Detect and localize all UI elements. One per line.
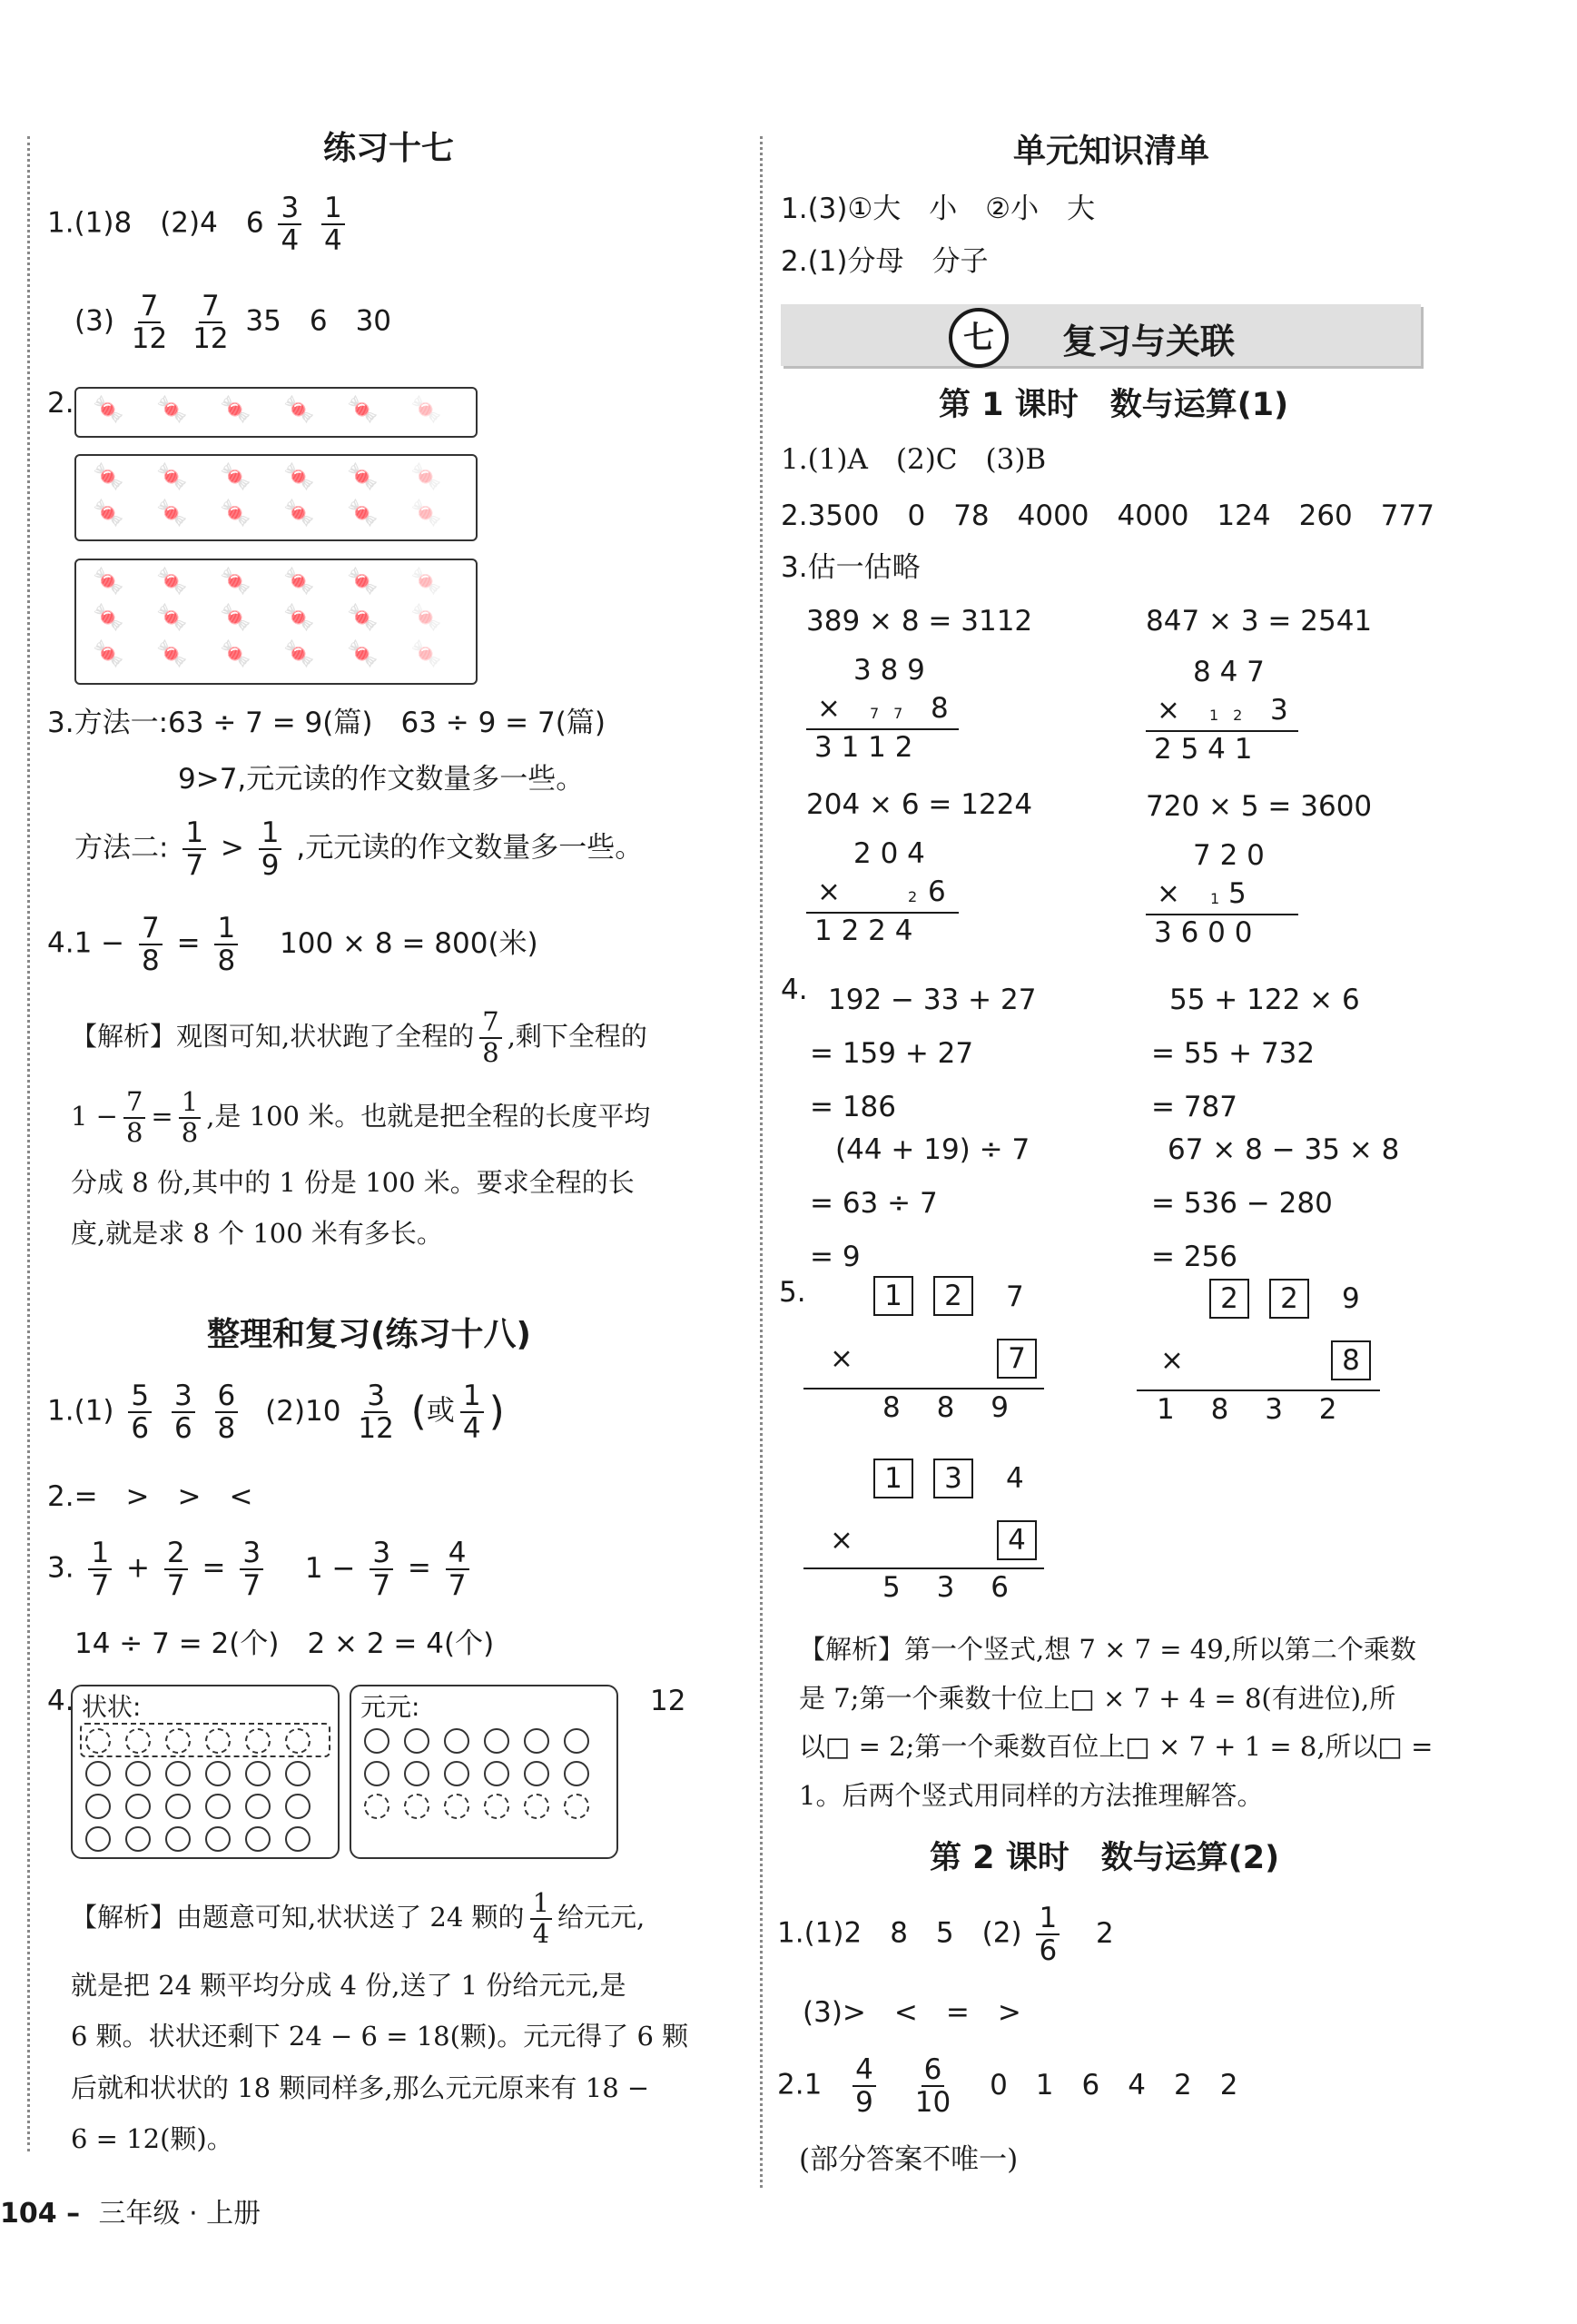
v3-times: × [830, 1524, 853, 1557]
ex18-title: 整理和复习(练习十八) [207, 1316, 531, 1353]
v3-box-tens: 3 [933, 1459, 973, 1498]
v3-result: 5 3 6 [882, 1571, 1009, 1604]
circle-marker [85, 1761, 111, 1786]
circle-marker [245, 1826, 271, 1852]
calc3-carry: 2 [908, 888, 918, 905]
q1-line-a: 1.(1)8 (2)4 6 $\frac{3}{4}$ $\frac{1}{4}$ [47, 193, 350, 256]
r3-line2: 14 ÷ 7 = 2(个) 2 × 2 = 4(个) [74, 1627, 495, 1660]
calc2-x: × [1157, 694, 1180, 727]
chapter-title: 复习与关联 [1062, 321, 1236, 361]
circle-marker [165, 1794, 191, 1819]
candy-icon: 🍬 [347, 602, 379, 632]
calc1-mult: 8 [931, 692, 949, 725]
circle-marker [404, 1761, 429, 1786]
v1-times: × [830, 1342, 853, 1375]
candy-icon: 🍬 [93, 638, 124, 668]
calc3-rule [806, 912, 959, 914]
candy-icon: 🍬 [220, 394, 251, 424]
zhuangzhuang-box [71, 1685, 340, 1859]
circle-marker [245, 1761, 271, 1786]
calc2-carry: 1 2 [1209, 707, 1243, 724]
candy-icon: 🍬 [93, 498, 124, 528]
q4-expr-c: (44 + 19) ÷ 7 = 63 ÷ 7 = 9 [810, 1133, 1030, 1273]
l2-q1-b: (3)> < = > [803, 1996, 1021, 2029]
circle-marker [125, 1761, 151, 1786]
calc3-mult: 6 [928, 875, 946, 908]
l2-q1: 1.(1)2 8 5 (2) $\frac{1}{6}$ 2 [777, 1902, 1114, 1968]
chapter-number: 七 [949, 308, 1009, 368]
circle-marker [125, 1794, 151, 1819]
calc2-mult: 3 [1270, 694, 1288, 727]
v2-rule [1137, 1389, 1380, 1391]
l1-q2: 2.3500 0 78 4000 4000 124 260 777 [781, 499, 1434, 532]
candy-box-3 [74, 559, 478, 685]
circle-marker [205, 1794, 231, 1819]
v2-result: 1 8 3 2 [1157, 1393, 1337, 1426]
l1-q3: 3.估一估略 [781, 551, 921, 584]
circle-marker [444, 1794, 469, 1819]
calc1-carry: 7 7 [870, 705, 903, 722]
candy-icon: 🍬 [410, 566, 442, 596]
circle-marker [564, 1761, 589, 1786]
candy-icon: 🍬 [220, 638, 251, 668]
calc2-r1: 8 4 7 [1193, 656, 1265, 688]
v3-box-hundreds: 1 [873, 1459, 913, 1498]
calc1-r1: 3 8 9 [853, 654, 925, 687]
v2-box-hundreds: 2 [1209, 1279, 1249, 1319]
v2-box-tens: 2 [1269, 1279, 1309, 1319]
unit-title: 单元知识清单 [1013, 133, 1210, 170]
q2-label: 2. [47, 387, 74, 420]
candy-icon: 🍬 [93, 602, 124, 632]
q4-expr-a: 192 − 33 + 27 = 159 + 27 = 186 [810, 984, 1037, 1123]
calc3-r1: 2 0 4 [853, 837, 925, 870]
circle-marker [444, 1761, 469, 1786]
r4-answer: 12 [650, 1685, 686, 1717]
circle-marker [444, 1728, 469, 1754]
ex17-title: 练习十七 [323, 130, 455, 167]
v1-ones: 7 [1006, 1281, 1024, 1313]
candy-box-1 [74, 387, 478, 438]
calc4-carry: 1 [1210, 890, 1220, 907]
calc2-rule [1146, 730, 1298, 732]
circle-marker [285, 1761, 310, 1786]
candy-icon: 🍬 [283, 394, 315, 424]
v1-box-tens: 2 [933, 1276, 973, 1316]
unit-line1: 1.(3)①大 小 ②小 大 [781, 193, 1096, 225]
r2-line: 2.= > > < [47, 1480, 253, 1513]
circle-marker [564, 1794, 589, 1819]
v2-box-multiplier: 8 [1331, 1340, 1371, 1380]
l2-q2: 2.1 $\frac{4}{9}$ $\frac{6}{10}$ 0 1 6 4 2 2 [777, 2053, 1238, 2120]
r4-label: 4. [47, 1685, 74, 1717]
page-number: 104 – 三年级 · 上册 [0, 2198, 261, 2230]
calc1-x: × [817, 692, 841, 725]
calc4-r3: 3 6 0 0 [1154, 916, 1253, 949]
circle-marker [165, 1826, 191, 1852]
circle-marker [484, 1728, 509, 1754]
r1-line: 1.(1) $\frac{5}{6}$ $\frac{3}{6}$ $\frac{6}{8}$ (2)10 $\frac{3}{12}$ (或 $\frac{1}{4}$ ) [47, 1380, 505, 1446]
candy-icon: 🍬 [156, 638, 188, 668]
yuanyuan-label: 元元: [360, 1692, 420, 1722]
v3-ones: 4 [1006, 1462, 1024, 1495]
r3-line: 3. $\frac{1}{7}$ + $\frac{2}{7}$ = $\frac{3}{7}$ 1 − $\frac{3}{7}$ = $\frac{4}{7}$ [47, 1538, 475, 1601]
given-away-outline [80, 1723, 330, 1757]
candy-icon: 🍬 [347, 498, 379, 528]
v3-box-multiplier: 4 [997, 1520, 1037, 1560]
calc3-x: × [817, 875, 841, 908]
q5-label: 5. [779, 1276, 806, 1309]
calc4-mult: 5 [1228, 877, 1247, 910]
candy-icon: 🍬 [156, 394, 188, 424]
analysis-2: 【解析】由题意可知,状状送了 24 颗的 $\frac{1}{4}$ 给元元, 就是把 24 颗平均分成 4 份,送了 1 份给元元,是 6 颗。状状还剩下 24 − 6 = 18(颗)。元元得了 6 颗 后就和状状的 18 颗同样多,那么元元原来有 18 − 6 = 12(颗)。 [71, 1887, 689, 2155]
candy-icon: 🍬 [93, 394, 124, 424]
candy-icon: 🍬 [156, 602, 188, 632]
circle-marker [165, 1761, 191, 1786]
candy-icon: 🍬 [156, 566, 188, 596]
v1-result: 8 8 9 [882, 1391, 1009, 1424]
circle-marker [125, 1826, 151, 1852]
v1-box-hundreds: 1 [873, 1276, 913, 1316]
candy-box-2 [74, 454, 478, 541]
lesson2-title: 第 2 课时 数与运算(2) [930, 1840, 1280, 1876]
circle-marker [524, 1761, 549, 1786]
circle-marker [205, 1761, 231, 1786]
calc2-eq: 847 × 3 = 2541 [1146, 605, 1373, 638]
candy-icon: 🍬 [283, 498, 315, 528]
circle-marker [404, 1794, 429, 1819]
calc1-rule [806, 728, 959, 730]
q3-line1: 3.方法一:63 ÷ 7 = 9(篇) 63 ÷ 9 = 7(篇) [47, 707, 606, 739]
v1-rule [803, 1388, 1044, 1389]
circle-marker [205, 1826, 231, 1852]
calc3-eq: 204 × 6 = 1224 [806, 788, 1033, 821]
candy-icon: 🍬 [410, 461, 442, 491]
candy-icon: 🍬 [410, 394, 442, 424]
q3-line3: 方法二: $\frac{1}{7}$ > $\frac{1}{9}$ ,元元读的作文数量多一些。 [74, 816, 644, 883]
candy-icon: 🍬 [220, 461, 251, 491]
circle-marker [285, 1826, 310, 1852]
candy-icon: 🍬 [347, 394, 379, 424]
calc1-eq: 389 × 8 = 3112 [806, 605, 1033, 638]
q4-line: 4.1 − $\frac{7}{8}$ = $\frac{1}{8}$ 100 × 8 = 800(米) [47, 912, 538, 978]
q3-line2: 9>7,元元读的作文数量多一些。 [178, 763, 585, 796]
circle-marker [364, 1794, 389, 1819]
lesson1-title: 第 1 课时 数与运算(1) [939, 387, 1289, 423]
q4-expr-b: 55 + 122 × 6 = 55 + 732 = 787 [1151, 984, 1360, 1123]
circle-marker [484, 1794, 509, 1819]
circle-marker [484, 1761, 509, 1786]
circle-marker [285, 1794, 310, 1819]
circle-marker [85, 1826, 111, 1852]
l2-note: (部分答案不唯一) [799, 2143, 1019, 2176]
candy-icon: 🍬 [156, 498, 188, 528]
candy-icon: 🍬 [156, 461, 188, 491]
calc3-r3: 1 2 2 4 [814, 915, 913, 947]
l1-q1: 1.(1)A (2)C (3)B [781, 443, 1047, 476]
calc4-eq: 720 × 5 = 3600 [1146, 790, 1373, 823]
zhuangzhuang-label: 状状: [82, 1692, 142, 1722]
calc4-rule [1146, 914, 1298, 915]
calc2-r3: 2 5 4 1 [1154, 733, 1253, 766]
yuanyuan-box [350, 1685, 618, 1859]
analysis-1: 【解析】观图可知,状状跑了全程的 $\frac{7}{8}$ ,剩下全程的 1 − $\frac{7}{8}$ = $\frac{1}{8}$ ,是 100 米。也就是把全程的长度平均 分成 8 份,其中的 1 份是 100 米。要求全程的长 度,就是求 8 个 100 米有多长。 [71, 1006, 651, 1250]
circle-marker [564, 1728, 589, 1754]
candy-icon: 🍬 [410, 498, 442, 528]
unit-line2: 2.(1)分母 分子 [781, 245, 989, 278]
circle-marker [524, 1794, 549, 1819]
circle-marker [85, 1794, 111, 1819]
candy-icon: 🍬 [410, 638, 442, 668]
candy-icon: 🍬 [283, 566, 315, 596]
q1-line-b: (3) $\frac{7}{12}$ $\frac{7}{12}$ 35 6 30 [74, 290, 392, 356]
v2-ones: 9 [1342, 1282, 1360, 1315]
candy-icon: 🍬 [410, 602, 442, 632]
candy-icon: 🍬 [220, 498, 251, 528]
chapter-banner [781, 304, 1421, 366]
circle-marker [364, 1761, 389, 1786]
q4-label: 4. [781, 974, 808, 1006]
candy-icon: 🍬 [220, 602, 251, 632]
circle-marker [364, 1728, 389, 1754]
left-margin-line [27, 136, 30, 2151]
analysis-3: 【解析】第一个竖式,想 7 × 7 = 49,所以第二个乘数 是 7;第一个乘数十位上□ × 7 + 4 = 8(有进位),所 以□ = 2;第一个乘数百位上□ × 7 + 1 = 8,所以□ = 1。后两个竖式用同样的方法推理解答。 [799, 1634, 1434, 1811]
circle-marker [404, 1728, 429, 1754]
candy-icon: 🍬 [220, 566, 251, 596]
column-divider [760, 136, 763, 2188]
candy-icon: 🍬 [347, 461, 379, 491]
v1-box-multiplier: 7 [997, 1339, 1037, 1379]
calc4-r1: 7 2 0 [1193, 839, 1265, 872]
candy-icon: 🍬 [347, 566, 379, 596]
circle-marker [245, 1794, 271, 1819]
candy-icon: 🍬 [283, 461, 315, 491]
v2-times: × [1160, 1344, 1184, 1377]
candy-icon: 🍬 [283, 602, 315, 632]
calc4-x: × [1157, 877, 1180, 910]
candy-icon: 🍬 [283, 638, 315, 668]
v3-rule [803, 1567, 1044, 1569]
candy-icon: 🍬 [347, 638, 379, 668]
circle-marker [524, 1728, 549, 1754]
candy-icon: 🍬 [93, 461, 124, 491]
candy-icon: 🍬 [93, 566, 124, 596]
q4-expr-d: 67 × 8 − 35 × 8 = 536 − 280 = 256 [1151, 1133, 1400, 1273]
calc1-r3: 3 1 1 2 [814, 731, 913, 764]
